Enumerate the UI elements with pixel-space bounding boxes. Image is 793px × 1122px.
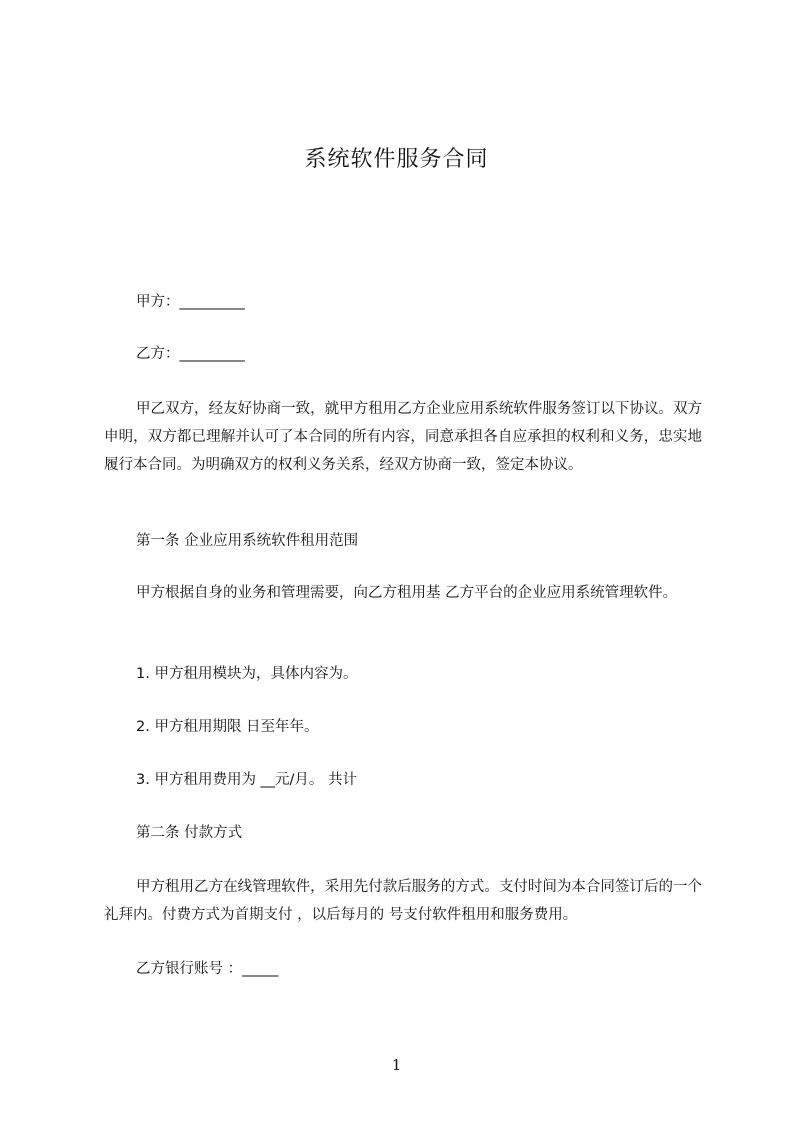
party-a-line: 甲方：_________ [136, 294, 245, 310]
article-2-heading: 第二条 付款方式 [136, 825, 243, 841]
list-item-2: 2. 甲方租用期限 日至年年。 [136, 719, 319, 735]
list-item-1: 1. 甲方租用模块为，具体内容为。 [136, 666, 358, 682]
page-number: 1 [391, 1056, 402, 1074]
article-2-body: 甲方租用乙方在线管理软件，采用先付款后服务的方式。支付时间为本合同签订后的一个礼拜内。付费方式为首期支付 ，以后每月的 号支付软件租用和服务费用。 [104, 879, 702, 923]
intro-paragraph: 甲乙双方，经友好协商一致，就甲方租用乙方企业应用系统软件服务签订以下协议。双方申明，双方都已理解并认可了本合同的所有内容，同意承担各自应承担的权利和义务，忠实地履行本合同。为明确双方的权利义务关系，经双方协商一致，签定本协议。 [104, 401, 702, 473]
party-b-line: 乙方：_________ [136, 346, 245, 362]
document-title: 系统软件服务合同 [304, 147, 489, 172]
bank-account-line: 乙方银行账号 ：_____ [136, 961, 279, 977]
article-1-heading: 第一条 企业应用系统软件租用范围 [136, 533, 359, 549]
list-item-3: 3. 甲方租用费用为 __元/月。 共计 [136, 772, 358, 788]
article-1-body: 甲方根据自身的业务和管理需要，向乙方租用基 乙方平台的企业应用系统管理软件。 [136, 585, 678, 601]
